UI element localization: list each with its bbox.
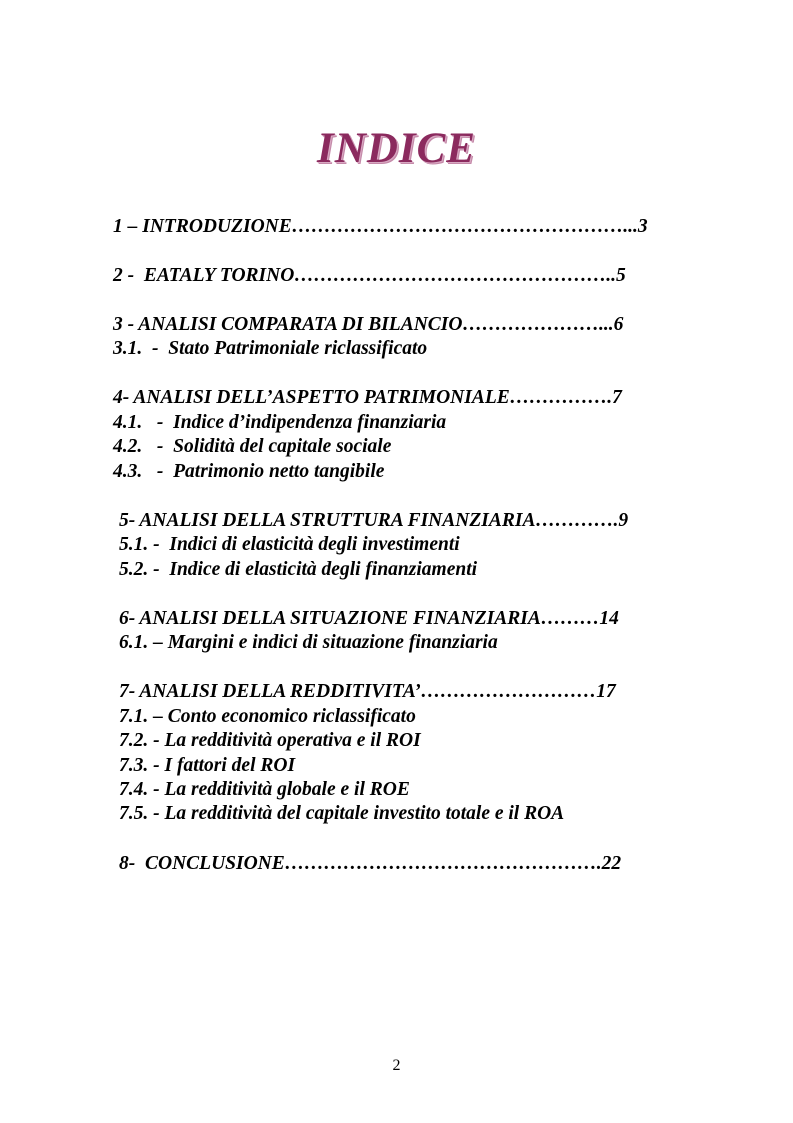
toc-entry-4-2[interactable]: 4.2. - Solidità del capitale sociale (113, 436, 392, 457)
toc-entry-7-5[interactable]: 7.5. - La redditività del capitale investito totale e il ROA (119, 803, 565, 824)
toc-entry-8[interactable]: 8- CONCLUSIONE………………………………………….22 (119, 853, 622, 874)
page-number: 2 (392, 1057, 401, 1074)
toc-entry-1[interactable]: 1 – INTRODUZIONE……………………………………………...3 (113, 216, 648, 237)
toc-entry-7-4[interactable]: 7.4. - La redditività globale e il ROE (119, 779, 410, 800)
toc-entry-7-3[interactable]: 7.3. - I fattori del ROI (119, 755, 296, 776)
toc-entry-7-2[interactable]: 7.2. - La redditività operativa e il ROI (119, 730, 421, 751)
toc-entry-2[interactable]: 2 - EATALY TORINO…………………………………………..5 (113, 265, 626, 286)
toc-entry-6-1[interactable]: 6.1. – Margini e indici di situazione finanziaria (119, 632, 498, 653)
toc-title: INDICE (317, 125, 476, 172)
toc-entry-4[interactable]: 4- ANALISI DELL’ASPETTO PATRIMONIALE…………….7 (113, 387, 622, 408)
toc-entry-7[interactable]: 7- ANALISI DELLA REDDITIVITA’………………………17 (119, 681, 616, 702)
toc-entry-3-1[interactable]: 3.1. - Stato Patrimoniale riclassificato (113, 338, 428, 359)
toc-entry-4-3[interactable]: 4.3. - Patrimonio netto tangibile (113, 461, 385, 482)
toc-entry-4-1[interactable]: 4.1. - Indice d’indipendenza finanziaria (113, 412, 447, 433)
toc-entry-3[interactable]: 3 - ANALISI COMPARATA DI BILANCIO…………………...6 (113, 314, 624, 335)
toc-entry-5[interactable]: 5- ANALISI DELLA STRUTTURA FINANZIARIA………….9 (119, 510, 629, 531)
toc-entry-6[interactable]: 6- ANALISI DELLA SITUAZIONE FINANZIARIA………14 (119, 608, 619, 629)
toc-entry-7-1[interactable]: 7.1. – Conto economico riclassificato (119, 706, 416, 727)
toc-entry-5-1[interactable]: 5.1. - Indici di elasticità degli investimenti (119, 534, 460, 555)
toc-entry-5-2[interactable]: 5.2. - Indice di elasticità degli finanziamenti (119, 559, 478, 580)
